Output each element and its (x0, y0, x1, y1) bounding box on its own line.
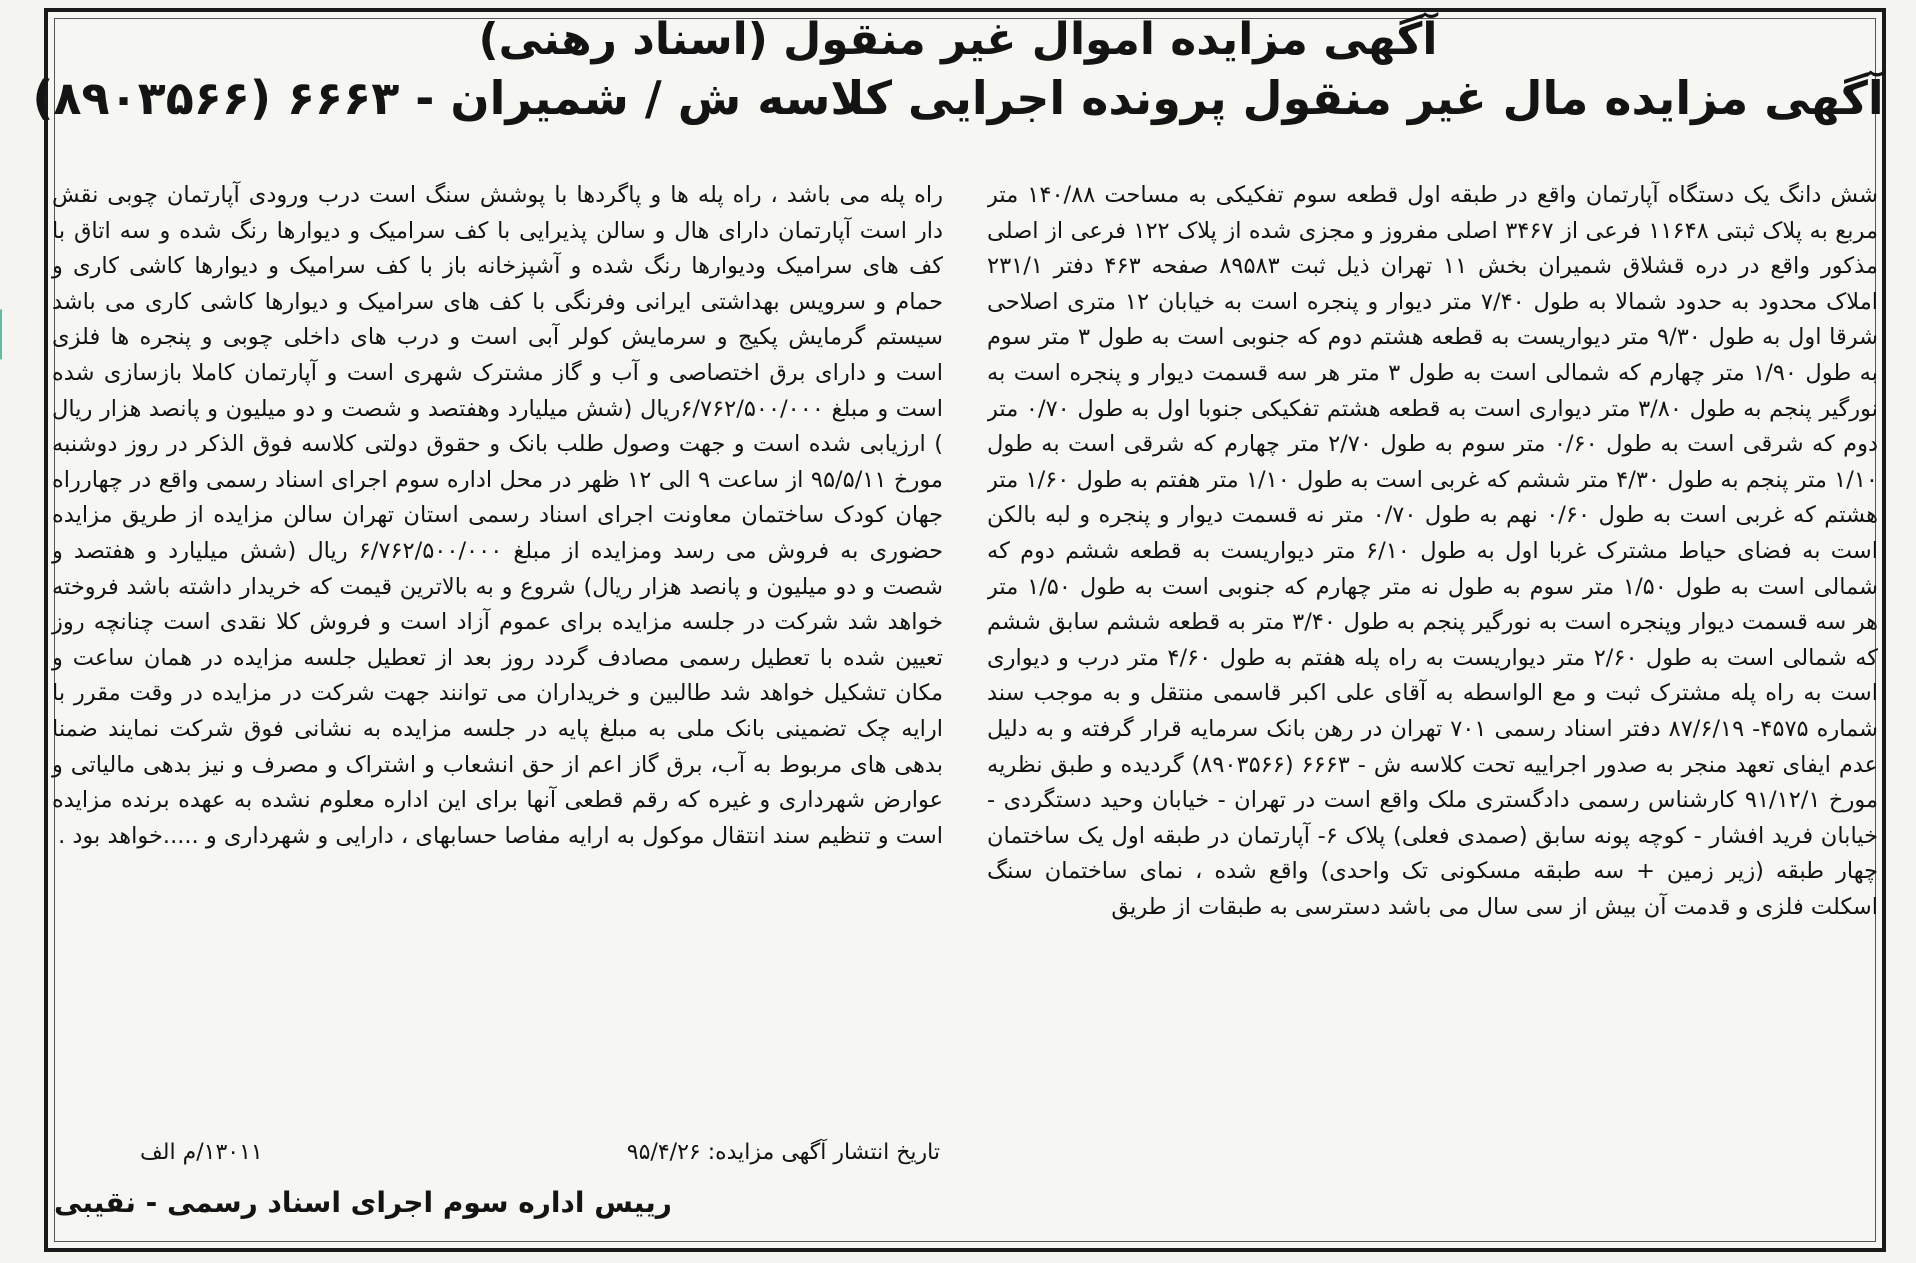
body-column-left: راه پله می باشد ، راه پله ها و پاگردها با پوشش سنگ است درب ورودی آپارتمان چوبی نقش دار است آپارتمان دارای هال و سالن پذیرایی با کف سرامیک و دیوارها رنگ شده و سه اتاق با کف های سرامیک ودیوارها رنگ شده و آشپزخانه باز با کف سرامیک و دیوارها کاشی کاری و حمام و سرویس بهداشتی ایرانی وفرنگی با کف های سرامیک و دیوارها کاشی کاری می باشد سیستم گرمایش پکیج و سرمایش کولر آبی است و درب های داخلی چوبی و پنجره ها فلزی است و دارای برق اختصاصی و آب و گاز مشترک شهری است و آپارتمان کاملا بازسازی شده است و مبلغ ۶/۷۶۲/۵۰۰/۰۰۰ریال (شش میلیارد وهفتصد و شصت و دو میلیون و پانصد هزار ریال ) ارزیابی شده است و جهت وصول طلب بانک و حقوق دولتی کلاسه فوق الذکر در روز دوشنبه مورخ ۹۵/۵/۱۱ از ساعت ۹ الی ۱۲ ظهر در محل اداره سوم اجرای اسناد رسمی واقع در چهارراه جهان کودک ساختمان معاونت اجرای اسناد رسمی استان تهران سالن مزایده از طریق مزایده حضوری به فروش می رسد ومزایده از مبلغ ۶/۷۶۲/۵۰۰/۰۰۰ ریال (شش میلیارد و هفتصد و شصت و دو میلیون و پانصد هزار ریال) شروع و به بالاترین قیمت که خریدار داشته باشد فروخته خواهد شد شرکت در جلسه مزایده برای عموم آزاد است و فروش کلا نقدی است چنانچه روز تعیین شده با تعطیل رسمی مصادف گردد روز بعد از تعطیل جلسه مزایده در همان ساعت و مکان تشکیل خواهد شد طالبین و خریداران می توانند جهت شرکت در مزایده در وقت مقرر با ارایه چک تضمینی بانک ملی به مبلغ پایه در جلسه مزایده به نشانی فوق شرکت نمایند ضمنا بدهی های مربوط به آب، برق گاز اعم از حق انشعاب و اشتراک و مصرف و نیز بدهی مالیاتی و عوارض شهرداری و غیره که رقم قطعی آنها برای این اداره معلوم نشده به عهده برنده مزایده است و تنظیم سند انتقال موکول به ارایه مفاصا حسابهای ، دارایی و شهرداری و .....خواهد بود . (52, 182, 943, 849)
ad-code: ۱۳۰۱۱/م الف (140, 1140, 263, 1165)
publication-date: تاریخ انتشار آگهی مزایده: ۹۵/۴/۲۶ (626, 1140, 940, 1165)
notice-body (48, 178, 1886, 1138)
footer-meta (140, 1140, 940, 1176)
body-column-right: شش دانگ یک دستگاه آپارتمان واقع در طبقه اول قطعه سوم تفکیکی به مساحت ۱۴۰/۸۸ متر مربع به پلاک ثبتی ۱۱۶۴۸ فرعی از ۳۴۶۷ اصلی مفروز و مجزی شده از پلاک ۱۲۲ فرعی از اصلی مذکور واقع در دره قشلاق شمیران بخش ۱۱ تهران ذیل ثبت ۸۹۵۸۳ صفحه ۴۶۳ دفتر ۲۳۱/۱ املاک محدود به حدود شمالا به طول ۷/۴۰ متر دیوار و پنجره است به خیابان ۱۲ متری اصلاحی شرقا اول به طول ۹/۳۰ متر دیواریست به قطعه هشتم دوم که جنوبی است به طول ۳ متر سوم به طول ۱/۹۰ متر چهارم که شمالی است به طول ۳ متر هر سه قسمت دیوار و پنجره است به نورگیر پنجم به طول ۳/۸۰ متر دیواری است به قطعه هشتم تفکیکی جنوبا اول به طول ۰/۷۰ متر دوم که شرقی است به طول ۰/۶۰ متر سوم به طول ۲/۷۰ متر چهارم که شرقی است به طول ۱/۱۰ متر پنجم به طول ۴/۳۰ متر ششم که غربی است به طول ۱/۱۰ متر هفتم به طول ۱/۶۰ متر هشتم که غربی است به طول ۰/۶۰ نهم به طول ۰/۷۰ متر نه قسمت دیوار و پنجره و لبه بالکن است به فضای حیاط مشترک غربا اول به طول ۶/۱۰ متر دیواریست به قطعه ششم دوم که شمالی است به طول ۱/۵۰ متر سوم به طول نه متر چهارم که جنوبی است به طول ۱/۵۰ متر هر سه قسمت دیوار وپنجره است به نورگیر پنجم به طول ۳/۴۰ متر به قطعه ششم سابق ششم که شمالی است به طول ۲/۶۰ متر دیواریست به راه پله هفتم به طول ۴/۶۰ متر درب و دیواری است به راه پله مشترک ثبت و مع الواسطه به آقای علی اکبر قاسمی منتقل و به موجب سند شماره ۴۵۷۵- ۸۷/۶/۱۹ دفتر اسناد رسمی ۷۰۱ تهران در رهن بانک سرمایه قرار گرفته و به دلیل عدم ایفای تعهد منجر به صدور اجراییه تحت کلاسه ش - ۶۶۶۳ (۸۹۰۳۵۶۶) گردیده و طبق نظریه مورخ ۹۱/۱۲/۱ کارشناس رسمی دادگستری ملک واقع است در تهران - خیابان وحید دستگردی - خیابان فرید افشار - کوچه پونه سابق (صمدی فعلی) پلاک ۶- آپارتمان در طبقه اول یک ساختمان چهار طبقه (زیر زمین + سه طبقه مسکونی تک واحدی) واقع شده ، نمای ساختمان سنگ اسکلت فلزی و قدمت آن بیش از سی سال می باشد دسترسی به طبقات از طریق (987, 182, 1879, 920)
margin-pen-mark (0, 290, 42, 360)
signature-line: رییس اداره سوم اجرای اسناد رسمی - نقیبی (54, 1186, 672, 1219)
notice-title: آگهی مزایده اموال غیر منقول (اسناد رهنی) (478, 14, 1438, 65)
notice-subtitle: آگهی مزایده مال غیر منقول پرونده اجرایی کلاسه ش / شمیران - ۶۶۶۳ (۸۹۰۳۵۶۶) (32, 71, 1884, 125)
notice-header (0, 12, 1916, 128)
